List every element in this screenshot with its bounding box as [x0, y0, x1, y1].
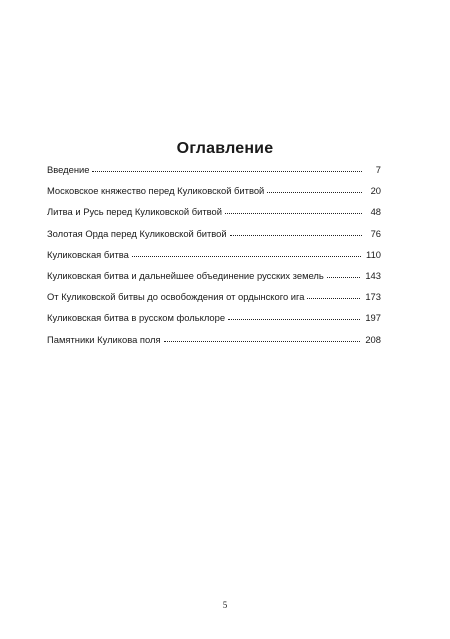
- toc-dot-leader: [267, 192, 362, 193]
- toc-dot-leader: [164, 341, 361, 342]
- toc-entry-golden-horde: [47, 228, 381, 249]
- toc-entry-text: Литва и Русь перед Куликовской битвой: [47, 206, 222, 218]
- toc-dot-leader: [307, 298, 360, 299]
- toc-entry-text: Куликовская битва: [47, 248, 129, 260]
- toc-entry-lithuania-and-rus: [47, 206, 381, 227]
- toc-entry-page: 143: [365, 269, 381, 281]
- toc-entry-text: Введение: [47, 164, 90, 175]
- toc-entry-text: От Куликовской битвы до освобождения от ордынского ига: [47, 291, 305, 303]
- toc-entry-page: 173: [365, 291, 381, 303]
- toc-entry-monuments: [47, 334, 381, 355]
- toc-entry-page: 110: [366, 248, 381, 260]
- toc-dot-leader: [327, 277, 361, 278]
- toc-entry-text: Золотая Орда перед Куликовской битвой: [47, 227, 227, 239]
- toc-entry-page: 7: [375, 164, 381, 175]
- toc-entry-unification: [47, 270, 381, 291]
- toc-dot-leader: [92, 171, 362, 172]
- toc-entry-page: 208: [365, 333, 381, 345]
- toc-title: Оглавление: [176, 140, 274, 157]
- toc-dot-leader: [225, 213, 362, 214]
- toc-entry-folklore: [47, 312, 381, 333]
- toc-dot-leader: [228, 319, 360, 320]
- toc-entry-introduction: [47, 164, 381, 185]
- toc-entry-text: Московское княжество перед Куликовской битвой: [47, 185, 265, 197]
- toc-entry-page: 197: [365, 312, 381, 324]
- page-number: 5: [222, 600, 228, 610]
- toc-dot-leader: [230, 235, 362, 236]
- toc-entry-page: 48: [370, 206, 381, 218]
- toc-list: [47, 164, 381, 355]
- toc-entry-text: Куликовская битва в русском фольклоре: [47, 312, 226, 324]
- toc-entry-kulikovo-battle: [47, 249, 381, 270]
- toc-entry-text: Куликовская битва и дальнейшее объединение русских земель: [47, 269, 324, 281]
- toc-entry-page: 76: [370, 227, 381, 239]
- toc-entry-moscow-principality: [47, 185, 381, 206]
- toc-entry-page: 20: [370, 185, 381, 197]
- toc-dot-leader: [132, 256, 361, 257]
- toc-entry-liberation: [47, 291, 381, 312]
- toc-entry-text: Памятники Куликова поля: [47, 333, 161, 345]
